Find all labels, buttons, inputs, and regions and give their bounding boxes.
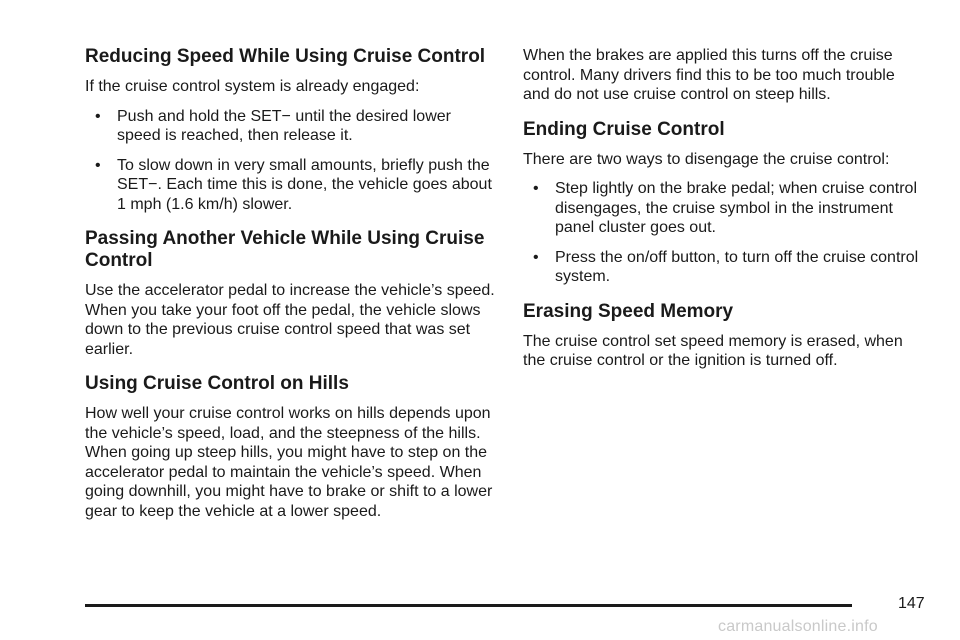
bullet-icon: • [533,248,539,266]
footer-rule [85,604,852,607]
paragraph-passing-vehicle: Use the accelerator pedal to increase the vehicle’s speed. When you take your foot off the pedal, the vehicle slows down to the previous cruise control speed that was set earlier. [85,282,495,358]
paragraph-hills: How well your cruise control works on hills depends upon the vehicle’s speed, load, and the steepness of the hills. When going up steep hills, you might have to step on the accelerator pedal to maintain the vehicle’s speed. When going downhill, you might have to brake or shift to a lower gear to keep the vehicle at a lower speed. [85,405,493,520]
bullet-icon: • [95,156,101,174]
list-item [85,156,495,215]
section-heading-ending-cruise: Ending Cruise Control [523,118,725,140]
paragraph-ending-cruise-intro: There are two ways to disengage the cruise control: [523,150,890,168]
bullet-icon: • [533,180,539,197]
paragraph-hills-continued: When the brakes are applied this turns off the cruise control. Many drivers find this to be too much trouble and do not use cruise control on steep hills. [523,47,895,103]
bullet-list-ending-cruise [523,179,923,287]
list-item-text: To slow down in very small amounts, briefly push the SET−. Each time this is done, the vehicle goes about 1 mph (1.6 km/h) slower. [117,156,492,213]
paragraph-reducing-speed-intro: If the cruise control system is already engaged: [85,78,420,95]
paragraph-erasing-memory: The cruise control set speed memory is erased, when the cruise control or the ignition is turned off. [523,332,903,369]
list-item-text: Step lightly on the brake pedal; when cruise control disengages, the cruise symbol in the instrument panel cluster goes out. [555,180,917,236]
watermark: carmanualsonline.info [718,618,878,635]
section-heading-passing-vehicle: Passing Another Vehicle While Using Cruise Control [85,228,485,271]
list-item-text: Push and hold the SET− until the desired lower speed is reached, then release it. [117,107,451,144]
section-heading-hills: Using Cruise Control on Hills [85,373,349,394]
bullet-icon: • [95,107,101,125]
right-column [523,46,923,371]
section-heading-reducing-speed: Reducing Speed While Using Cruise Control [85,46,486,67]
list-item [523,248,923,287]
left-column [85,46,495,521]
page-number: 147 [898,595,925,612]
bullet-list-reducing-speed [85,107,495,215]
list-item [523,179,923,238]
list-item-text: Press the on/off button, to turn off the cruise control system. [555,248,919,285]
section-heading-erasing-memory: Erasing Speed Memory [523,300,734,322]
list-item [85,107,495,146]
